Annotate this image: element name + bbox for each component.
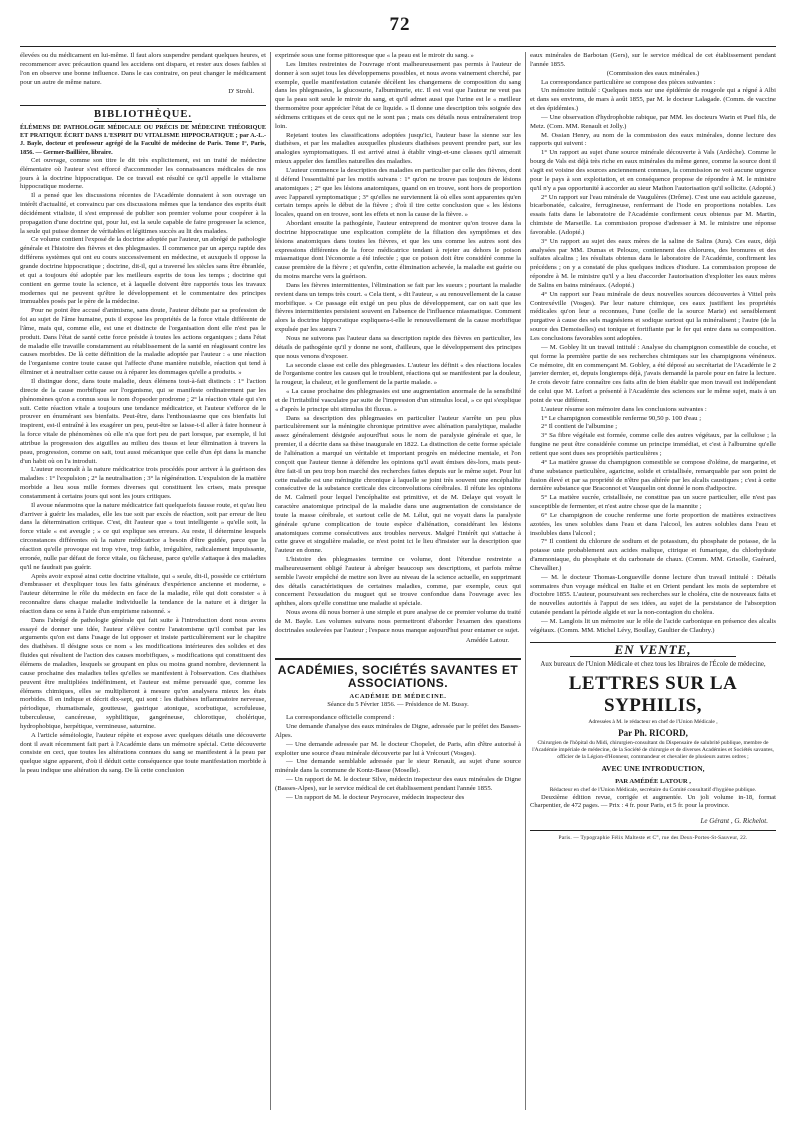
list-item: 7° Il contient du chlorure de sodium et de potassium, du phosphate de potasse, de la potasse unie probablement aux acides malique, citrique et fumarique, du chlorhydrate d'ammoniaque, du phosphate et du carbonate de chaux. (Comm. MM. Grisolle, Guérard, Chevallier.) xyxy=(530,538,776,572)
paragraph: L'auteur commence la description des maladies en particulier par celle des fièvres, dont il défend l'essentialité par les motifs suivans : 1° qu'on ne trouve pas toujours de lésions anatomiques ; 2° que les lésions anatomiques, quand on en trouve, sont hors de proportion avec l'appareil symptomatique ; 3° qu'elles ne surviennent là où elles sont apparentes qu'en certain temps après le début de la fièvre ; d'où il tire cette conclusion que « les lésions locales, quand on en trouve, sont les effets et non la cause de la fièvre. » xyxy=(275,166,521,219)
paragraph: eaux minérales de Barbotan (Gers), sur le service médical de cet établissement pendant l'année 1855. xyxy=(530,52,776,68)
commission-note: (Commission des eaux minérales.) xyxy=(606,69,700,77)
paragraph: — M. le docteur Thomas-Longueville donne lecture d'un travail intitulé : Détails sommaires d'un voyage médical en Italie et en Orient pendant les mois de septembre et d'octobre 1855. L'auteur, poursuivant ses recherches sur le choléra, cite de nouveaux faits et de nouvelles autorités à l'appui de ses idées, au sujet de la persistance de l'absorption cutanée pendant la période algide et sur la non-contagion du choléra. xyxy=(530,573,776,617)
ad-author: Par Ph. RICORD, xyxy=(618,727,688,738)
paragraph: Après avoir exposé ainsi cette doctrine vitaliste, qui « seule, dit-il, possède ce critérium d'embrasser et d'expliquer tous les faits généraux d'expérience ancienne et moderne, » l'auteur détermine le rôle du médecin en face de la maladie, rôle qui doit consister « à reconnaître dans chaque maladie individuelle la tendance de la nature et à diriger la réaction dans ce sens à l'aide d'un empirisme raisonné. » xyxy=(20,572,266,615)
list-item: 4° La matière grasse du champignon comestible se compose d'oléine, de margarine, et d'une substance particulière, agaricine, solide et cristallisée, remarquable par son point de fusion élevé et par sa propriété de n'être pas altérée par les alcalis caustiques ; c'est à cette dernière substance que Braconnot et Vauquelin ont donné le nom d'adipocire. xyxy=(530,458,776,493)
paragraph: 2° Un rapport sur l'eau minérale de Vaugulères (Drôme). C'est une eau acidule gazeuse, bicarbonatée, calcaire, ferrugineuse, renfermant de l'iode en proportions notables. Les essais faits dans le laboratoire de l'Académie confirment ceux obtenus par M. Martin, chimiste de Marseille. La commission propose d'adresser à M. le ministre une réponse favorable. (Adopté.) xyxy=(530,193,776,236)
paragraph: 3° Un rapport au sujet des eaux mères de la saline de Salins (Jura). Ces eaux, déjà analysées par MM. Dumas et Pelouze, contiennent des chlorures, des bromures et des sulfates alcalins ; les résultats obtenus dans le laboratoire de l'Académie, confirment les précédens ; on y a constaté de plus quelques indices d'iodure. La commission propose de répondre à M. le ministre qu'il y a lieu d'accorder l'autorisation d'exploiter les eaux mères de Salins en bains minéraux. (Adopté.) xyxy=(530,237,776,289)
paragraph: Il distingue donc, dans toute maladie, deux élémens tout-à-fait distincts : 1° l'action directe de la cause morbifique sur l'organisme, qui se manifeste ordinairement par les phénomènes qu'on a connus sous le nom d'opsoder prodrome ; 2° la réaction vitale qui s'en suit. Cette réaction vitale a toujours une tendance médicatrice, et l'auteur s'efforce de le prouver en énumérant ses bienfaits. Peut-être, dans l'enthousiasme que ces bienfaits lui inspirent, est-il entraîné à les exagérer un peu, peut-être se laisse-t-il aller à faire honneur à la force vitale de phénomènes où elle n'a que fort peu de part lorsque, par exemple, il lui attribue la progression des aiguilles au milieu des tissus et leur élimination à travers la peau, progression, comme on sait, tout aussi mécanique que celle d'un épi dans la manche d'un habit où on l'a introduit. xyxy=(20,377,266,465)
paragraph: — Un rapport de M. le docteur Peyrocave, médecin inspecteur des xyxy=(286,793,465,801)
list-item: 5° La matière sucrée, cristallisée, ne constitue pas un sucre particulier, elle n'est pas susceptible de fermenter, et n'est autre chose que de la mannite ; xyxy=(530,494,776,511)
paragraph: — Une demande semblable adressée par le sieur Renault, au sujet d'une source minérale dans la commune de Kontz-Basse (Moselle). xyxy=(275,758,521,775)
section-heading-academies: ACADÉMIES, SOCIÉTÉS SAVANTES ET ASSOCIATIONS. xyxy=(275,658,521,690)
ad-introduction: AVEC UNE INTRODUCTION, xyxy=(601,764,705,774)
ad-credentials: Chirurgien de l'hôpital du Midi, chirurgien-consultant du Dispensaire de salubrité publique, membre de l'Académie impériale de médecine, de la Société de chirurgie et de diverses Académies et Sociétés savantes, officier de la Légion-d'Honneur, commandeur et chevalier de plusieurs autres ordres ; xyxy=(532,740,774,761)
paragraph: L'auteur résume son mémoire dans les conclusions suivantes : xyxy=(541,405,707,413)
paragraph: 1° Un rapport au sujet d'une source minérale découverte à Vals (Ardèche). Comme le bourg de Vals est déjà très riche en eaux minérales du même genre, comme la source dont il s'agit est voisine des sources anciennement connues, la commission ne voit aucune urgence pour le pays à son exploitation, et en conséquence propose de répondre à M. le ministre qu'il n'y a pas opportunité à accorder au sieur Mathon l'autorisation qu'il sollicite. (Adopté.) xyxy=(530,149,776,192)
paragraph: Nous ne suivrons pas l'auteur dans sa description rapide des fièvres en particulier, les détails de pathogénie qu'il y donne ne sont, d'ailleurs, que le développement des principes que nous venons d'exposer. xyxy=(275,335,521,360)
header-rule xyxy=(20,46,776,47)
paragraph: — Une observation d'hydrophobie rabique, par MM. les docteurs Warin et Puel fils, de Metz. (Com. MM. Renault et Jolly.) xyxy=(530,113,776,130)
paragraph: Rejetant toutes les classifications adoptées jusqu'ici, l'auteur base la sienne sur les diathèses, et par les maladies auxquelles plusieurs diathèses peuvent prendre part, sur les analogies symptomatiques. Il est arrivé ainsi à établir vingt-et-une classes qu'il aimerait mieux appeler des familles naturelles des maladies. xyxy=(275,131,521,166)
list-item: 6° Le champignon de couche renferme une forte proportion de matières extractives azotées, les unes solubles dans l'eau et dans l'alcool, les autres solubles dans l'eau et insolubles dans l'alcool ; xyxy=(530,511,776,537)
paragraph: Une demande d'analyse des eaux minérales de Digne, adressée par le préfet des Basses-Alpes. xyxy=(275,723,521,739)
paragraph: Dans sa description des phlegmasies en particulier l'auteur s'arrête un peu plus particulièrement sur la méningite chronique primitive avec aliénation paralytique, maladie assez généralement désignée aujourd'hui sous le nom de paralysie générale et que, le premier, il a décrite dans sa thèse inaugurale en 1822. La distinction de cette forme spéciale de l'aliénation a marqué un véritable et important progrès en médecine mentale, et l'on conçoit que l'auteur tienne à défendre les opinions qu'il avait émises dès-lors, mais peut-être fait-il un peu trop bon marché des recherches faites depuis sur le même sujet. Pour lui cette maladie est une méningite chronique à laquelle se joint très souvent une encéphalite consécutive de la substance corticale des circonvolutions cérébrales. Il réfute les opinions de M. Calmeil pour lequel l'encéphalite est primitive, et de M. Delaye qui voyait le caractère anatomique principal de la maladie dans une augmentation de consistance de toute la masse cérébrale, et surtout celle de M. Lélut, qui ne voyait dans la paralysie générale qu'une complication de toute espèce d'aliénation, considérant les lésions anatomiques comme consécutives aux troubles nerveux. Malgré l'intérêt qui s'attache à cette grave et singulière maladie, ce n'est point ici le lieu d'insister sur la description que l'auteur en donne. xyxy=(275,414,521,555)
paragraph: Dans l'abrégé de pathologie générale qui fait suite à l'introduction dont nous avons essayé de donner une idée, l'auteur s'élève contre l'anatomisme qu'il combat par les arguments qu'on est dans l'usage de lui opposer et insiste particulièrement sur le chapitre des diathèses. Il désigne sous ce nom « les modifications intérieures des solides et des fluides qui résultent de l'action des causes morbifiques, » modifications qui constituent des élémens de maladies, lesquels se groupant en plus ou moins grand nombre, deviennent la cause prochaine des maladies telles qu'elles se manifestent à l'observation. Ces diathèses peuvent être multipliées indéfiniment, et l'auteur est même persuadé que, comme les élémens chimiques, elles se multiplieront à mesure qu'on analysera mieux les états morbides. Il en indique et décrit dix-sept, qui sont : les diathèses inflammatoire nerveuse, périodique, rhumatismale, goutteuse, gastrique atonique, scorbutique, scrofuleuse, tuberculeuse, cancéreuse, syphilitique, gangréneuse, chlorotique, cholérique, hydrophobique, herpétique, vermineuse, saturnine. xyxy=(20,616,266,730)
paragraph: « La cause prochaine des phlegmasies est une augmentation anormale de la sensibilité et de l'irritabilité vasculaire par suite de l'impression d'un stimulus local, » ce qui s'explique « d'après le principe ubi stimulus ibi fluxus. » xyxy=(275,388,521,413)
paragraph: La seconde classe est celle des phlegmasies. L'auteur les définit « des réactions locales de l'organisme contre les causes qui le troublent, réactions qui se manifestent par la douleur, la rougeur, la chaleur, et le gonflement de la partie malade. » xyxy=(275,361,521,387)
paragraph: La correspondance particulière se compose des pièces suivantes : xyxy=(541,78,716,86)
paragraph: M. Ossian Henry, au nom de la commission des eaux minérales, donne lecture des rapports qui suivent : xyxy=(530,131,776,148)
paragraph: — M. Gobley lit un travail intitulé : Analyse du champignon comestible de couche, et qui forme la première partie de ses recherches chimiques sur les champignons vénéneux. Ce mémoire, dit en commençant M. Gobley, a été déposé au secrétariat de l'Académie le 2 janvier dernier, et, depuis longtemps déjà, j'avais demandé la parole pour en faire la lecture. Je crois devoir faire connaître ces faits afin de bien établir que mon travail est indépendant de celui que M. Lefort a présenté à l'Académie des sciences sur le même sujet, mais à un point de vue différent. xyxy=(530,343,776,404)
paragraph: Ce volume contient l'exposé de la doctrine adoptée par l'auteur, un abrégé de pathologie générale et l'histoire des fièvres et des phlegmasies. Il commence par un aperçu rapide des différens systèmes qui ont eu cours successivement en médecine, et auxquels il oppose la grande doctrine hippocratique ; doctrine, dit-il, qui a traversé les siècles sans être ébranlée, et qui a toujours été adoptée par les meilleurs esprits de tous les temps ; doctrine qui contient en germe toute la science, et à laquelle doivent être rapportés tous les travaux modernes qui ne peuvent qu'être le développement et le commentaire des principes immuables posés par le père de la médecine. xyxy=(20,236,267,306)
section-heading-text: BIBLIOTHÈQUE. xyxy=(94,109,192,121)
column-right xyxy=(530,52,776,1114)
list-item: 2° Il contient de l'albumine ; xyxy=(541,423,618,431)
signature-latour: Amédée Latour. xyxy=(465,636,509,644)
paragraph: — Une demande adressée par M. le docteur Chopelet, de Paris, afin d'être autorisé à exploiter une source d'eau minérale découverte par lui à Vrécourt (Vosges). xyxy=(275,740,521,757)
paragraph: La correspondance officielle comprend : xyxy=(286,714,395,722)
subheading-academie-medecine: ACADÉMIE DE MÉDECINE. xyxy=(349,692,447,700)
ad-line: Aux bureaux de l'Union Médicale et chez tous les libraires de l'École de médecine, xyxy=(540,660,766,668)
paragraph: A l'article séméiologie, l'auteur répète et expose avec quelques détails une découverte dont il avait récemment fait part à l'Académie dans un mémoire spécial. Cette découverte consiste en ceci, que toutes les altérations connues du sang se manifestent à la peau par quelque signe apparent, d'où il déduit cette conséquence que toute manifestation morbide à la peau indique une altération du sang. De là cette conclusion xyxy=(20,731,266,775)
paragraph: — Un rapport de M. le docteur Silve, médecin inspecteur des eaux minérales de Digne (Basses-Alpes), sur le service médical de cet établissement pendant l'année 1855. xyxy=(275,776,521,792)
seance-line: Séance du 5 Février 1856. — Présidence de M. Bussy. xyxy=(327,701,469,709)
ad-latour-credentials: Rédacteur en chef de l'Union Médicale, secrétaire du Comité consultatif d'hygiène publique. xyxy=(549,787,757,794)
paragraph: Il a pensé que les discussions récentes de l'Académie donnaient à son ouvrage un intérêt d'actualité, et convaincu par ces discussions mêmes que la tendance des esprits était décidément vitaliste, il s'est empressé de publier son premier volume pour coopérer à la propagation d'une doctrine qui, pour lui, est la seule capable de faire progresser la science, la seule qui puisse donner de véritables et légitimes succès au lit des malades. xyxy=(20,192,266,235)
paragraph: exprimée sous une forme pittoresque que « la peau est le miroir du sang. » xyxy=(275,52,474,59)
signature-strohl: D' Strohl. xyxy=(228,88,254,96)
advertisement xyxy=(530,642,776,811)
paragraph: Nous avons dû nous borner à une simple et pure analyse de ce premier volume du traité de M. Bayle. Les volumes suivans nous permettront d'aborder l'examen des questions doctrinales soulevées par l'auteur ; l'espace nous manque aujourd'hui pour entamer ce sujet. xyxy=(275,609,521,634)
list-item: 3° Sa fibre végétale est formée, comme celle des autres végétaux, par la cellulose ; la fungine ne peut être considérée comme un principe immédiat, et c'est à l'albumine qu'elle retient que sont dues ses propriétés particulières ; xyxy=(530,432,776,457)
section-heading-bibliotheque xyxy=(20,105,266,122)
paragraph: L'histoire des phlegmasies termine ce volume, dont l'étendue restreinte a malheureusement obligé l'auteur à abréger beaucoup ses descriptions, et parfois même semble l'avoir empêché de mettre son livre au niveau de la science actuelle, en supprimant des détails caractéristiques de certaines maladies, comme, par exemple, ceux qui concernent l'exsudation du muguet qui se trouve confondue dans l'ouvrage avec les aphthes, alors qu'elle constitue une maladie si spéciale. xyxy=(275,556,521,608)
paragraph: Les limites restreintes de l'ouvrage n'ont malheureusement pas permis à l'auteur de donner à son sujet tous les développemens possibles, et nous avons vainement cherché, par exemple, quelle manifestation cutanée décèlent les changemens de composition du sang dans les phlegmasies, la glucosurie, l'albuminurie, etc. Il est vrai que l'auteur ne veut pas que la peau soit seule le miroir du sang, et qu'il admet aussi que l'urine est le « meilleur thermomètre pour apprécier l'état de ce liquide. » Il donne une description très soignée des sédimens critiques et de ceux qui ne le sont pas ; mais ces détails nous entraîneraient trop loin. xyxy=(275,60,521,130)
list-item: 1° Le champignon comestible renferme 90,50 p. 100 d'eau ; xyxy=(541,414,702,422)
paragraph: Il avoue néanmoins que la nature médicatrice fait quelquefois fausse route, et qu'au lieu d'arriver à guérir les malades, elle les tue soit par excès de réaction, soit par erreur de lieu dans la détermination critique. C'est, dit l'auteur que « tout intelligente » qu'elle soit, la force vitale « est aveugle ; » ce qui explique ses erreurs. Au reste, il détermine lesquels circonstances différentes où la nature médicatrice a besoin d'être guidée, parce que la réaction qu'elle provoque est trop vive, trop faible, irrégulière, radicalement impuissante, erronée, nulle par défaut de force vitale, ou fâcheuse, parce qu'elle s'attaque à des maladies qu'il ne faudrait pas guérir. xyxy=(20,501,266,571)
paragraph: L'auteur reconnaît à la nature médicatrice trois procédés pour arriver à la guérison des maladies : 1° l'expulsion ; 2° la neutralisation ; 3° la régénération. L'expulsion de la matière morbide a lieu sous mille formes diverses qui constituent les crises, mais presque constamment à certains jours qui sont les jours critiques. xyxy=(20,466,266,500)
page-number: 72 xyxy=(389,14,411,35)
column-left xyxy=(20,52,266,1112)
ad-addressed: Adressées à M. le rédacteur en chef de l'Union Médicale , xyxy=(588,718,718,725)
column-middle xyxy=(275,52,521,1112)
book-title: ÉLÉMENS DE PATHOLOGIE MÉDICALE OU PRÉCIS DE MÉDECINE THÉORIQUE ET PRATIQUE ÉCRIT DANS L'ESPRIT DU VITALISME HIPPOCRATIQUE ; par A.-L.-J. Bayle, docteur et professeur agrégé de la Faculté de médecine de Paris. Tome I°, Paris, 1856. — Germer-Baillière, libraire. xyxy=(20,124,266,156)
ad-edition: Deuxième édition revue, corrigée et augmentée. Un joli volume in-18, format Charpentier, de 472 pages. — Prix : 4 fr. pour Paris, et 5 fr. pour la province. xyxy=(530,794,776,810)
paragraph: élevées ou du médicament en lui-même. Il faut alors suspendre pendant quelques heures, et recommencer avec précaution quand les accidens ont disparu, et rester aux doses faibles si l'on en observe une bonne influence. Dans le cas contraire, on peut changer le médicament pour un autre de même nature. xyxy=(20,52,266,86)
paragraph: Abordant ensuite la pathogénie, l'auteur entreprend de montrer qu'on trouve dans la doctrine hippocratique une explication complète de la filiation des symptômes et des lésions anatomiques dans toutes les fièvres, et que les uns comme les autres sont des expressions différentes de la force médicatrice tendant à rejeter au dehors le poison miasmatique dont l'économie a été infectée ; que ce poison doit être considéré comme la cause première de la fièvre ; et qu'enfin, cette élimination achevée, la maladie est guérie ou du moins marche vers la guérison. xyxy=(275,220,521,281)
paragraph: — M. Langlois lit un mémoire sur le rôle de l'acide carbonique en présence des alcalis végétaux. (Comm. MM. Michel Lévy, Boullay, Gaultier de Claubry.) xyxy=(530,618,776,634)
printer-imprint: Paris. — Typographie Félix Malteste et C°, rue des Deux-Portes-St-Sauveur, 22. xyxy=(530,830,776,843)
ad-heading: EN VENTE, xyxy=(570,646,736,657)
paragraph: Dans les fièvres intermittentes, l'élimination se fait par les sueurs ; pourtant la maladie revient dans un temps très court. « Cela tient, » dit l'auteur, « au renouvellement de la cause morbifique. » Ce passage eût exigé un peu plus de développement, car on sait que les fièvres intermittentes persistent souvent en l'absence de l'influence miasmatique. Comment alors la doctrine hippocratique expliquera-t-elle le renouvellement de la cause morbifique expulsée par les sueurs ? xyxy=(275,281,521,334)
column-separator xyxy=(525,52,526,1110)
ad-book-title: LETTRES SUR LA SYPHILIS, xyxy=(568,672,738,716)
ad-introduction-author: PAR AMÉDÉE LATOUR , xyxy=(615,778,691,786)
paragraph: 4° Un rapport sur l'eau minérale de deux nouvelles sources découvertes à Vittel près Contrexéville (Vosges). Par leur nature chimique, ces eaux justifient les propriétés médicales qu'on leur a reconnues, l'une (celle de la source Marie) est sensiblement purgative à cause des sels magnésiens et sodique surtout qui la minéralisent ; l'autre (de la source des Demoiselles) est tonique et fortifiante par le fer qui entre dans sa composition. Les conclusions favorables sont adoptées. xyxy=(530,290,776,342)
paragraph: Cet ouvrage, comme son titre le dit très explicitement, est un traité de médecine élémentaire où l'auteur s'est efforcé d'accommoder les connaissances médicales de nos jours à la doctrine hippocratique. De ce travail est résulté ce qu'il appelle le vitalisme hippocratique moderne. xyxy=(20,156,266,191)
gerant-signature: Le Gérant , G. Richelot. xyxy=(700,816,768,825)
paragraph: Un mémoire intitulé : Quelques mots sur une épidémie de rougeole qui a régné à Albi et dans ses environs, de mars à août 1855, par M. le docteur Lalagade. (Comm. de vaccine et des épidémies.) xyxy=(530,87,776,113)
column-separator xyxy=(270,52,271,1110)
paragraph: Pour ne point être accusé d'animisme, sans doute, l'auteur débute par sa profession de foi au sujet de l'âme humaine, puis il expose les propriétés de la force vitale différente de l'âme, mais qui, comme elle, est une et distincte de l'organisation dont elle n'est pas le produit. Dans l'état de santé cette force préside à toutes les actions organiques ; dans l'état de maladie elle travaille constamment au rétablissement de la santé en réagissant contre les causes morbides. De là cette définition de la maladie adoptée par l'auteur : « une réaction de l'organisme contre toute cause qui l'affecte d'une manière nuisible, réaction qui tend à éliminer et à neutraliser cette cause ou à réparer les dommages qu'elle a produits. » xyxy=(20,307,266,377)
